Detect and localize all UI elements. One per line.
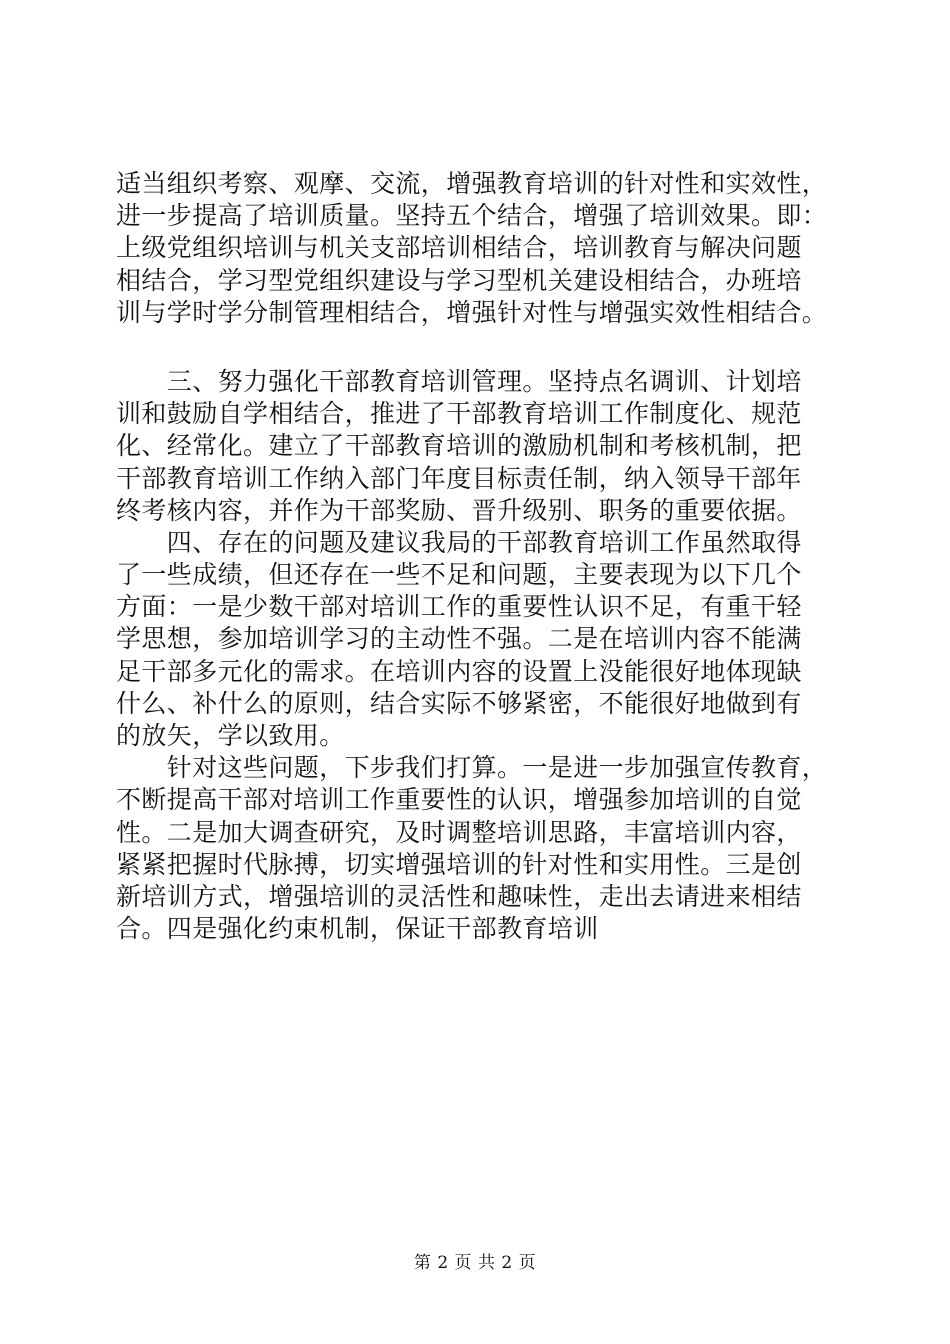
paragraph-1: [116, 168, 844, 329]
text-line: 上级党组织培训与机关支部培训相结合，培训教育与解决问题: [116, 233, 802, 263]
paragraph-gap: [116, 329, 844, 366]
text-line: 的放矢，学以致用。: [116, 721, 345, 750]
text-line: 训和鼓励自学相结合，推进了干部教育培训工作制度化、规范: [116, 399, 802, 429]
text-line: 学思想，参加培训学习的主动性不强。二是在培训内容不能满: [116, 624, 802, 654]
text-line: 适当组织考察、观摩、交流，增强教育培训的针对性和实效性，: [116, 169, 828, 198]
text-line: 方面：一是少数干部对培训工作的重要性认识不足，有重干轻: [116, 592, 802, 622]
paragraph-2: [116, 366, 844, 527]
text-line: 针对这些问题，下步我们打算。一是进一步加强宣传教育，: [116, 753, 828, 783]
text-line: 化、经常化。建立了干部教育培训的激励机制和考核机制，把: [116, 431, 802, 461]
text-line: 相结合，学习型党组织建设与学习型机关建设相结合，办班培: [116, 265, 802, 295]
page-number-footer: 第 2 页 共 2 页: [413, 1253, 537, 1273]
text-line: 足干部多元化的需求。在培训内容的设置上没能很好地体现缺: [116, 656, 802, 686]
text-line: 性。二是加大调查研究，及时调整培训思路，丰富培训内容，: [116, 817, 802, 847]
text-line: 什么、补什么的原则，结合实际不够紧密，不能很好地做到有: [116, 688, 802, 718]
text-line: 不断提高干部对培训工作重要性的认识，增强参加培训的自觉: [116, 785, 802, 815]
text-line: 四、存在的问题及建议我局的干部教育培训工作虽然取得: [116, 527, 802, 557]
text-line: 紧紧把握时代脉搏，切实增强培训的针对性和实用性。三是创: [116, 849, 802, 879]
text-line: 三、努力强化干部教育培训管理。坚持点名调训、计划培: [116, 366, 802, 396]
paragraph-3: [116, 527, 844, 752]
text-line: 了一些成绩，但还存在一些不足和问题，主要表现为以下几个: [116, 560, 802, 590]
text-line: 终考核内容，并作为干部奖励、晋升级别、职务的重要依据。: [116, 495, 802, 525]
text-line: 合。四是强化约束机制，保证干部教育培训: [116, 914, 599, 944]
paragraph-4: [116, 752, 844, 945]
text-line: 新培训方式，增强培训的灵活性和趣味性，走出去请进来相结: [116, 881, 802, 911]
document-body: [116, 168, 844, 945]
text-line: 干部教育培训工作纳入部门年度目标责任制，纳入领导干部年: [116, 463, 802, 493]
text-line: 进一步提高了培训质量。坚持五个结合，增强了培训效果。即：: [116, 201, 828, 231]
text-line: 训与学时学分制管理相结合，增强针对性与增强实效性相结合。: [116, 297, 828, 327]
